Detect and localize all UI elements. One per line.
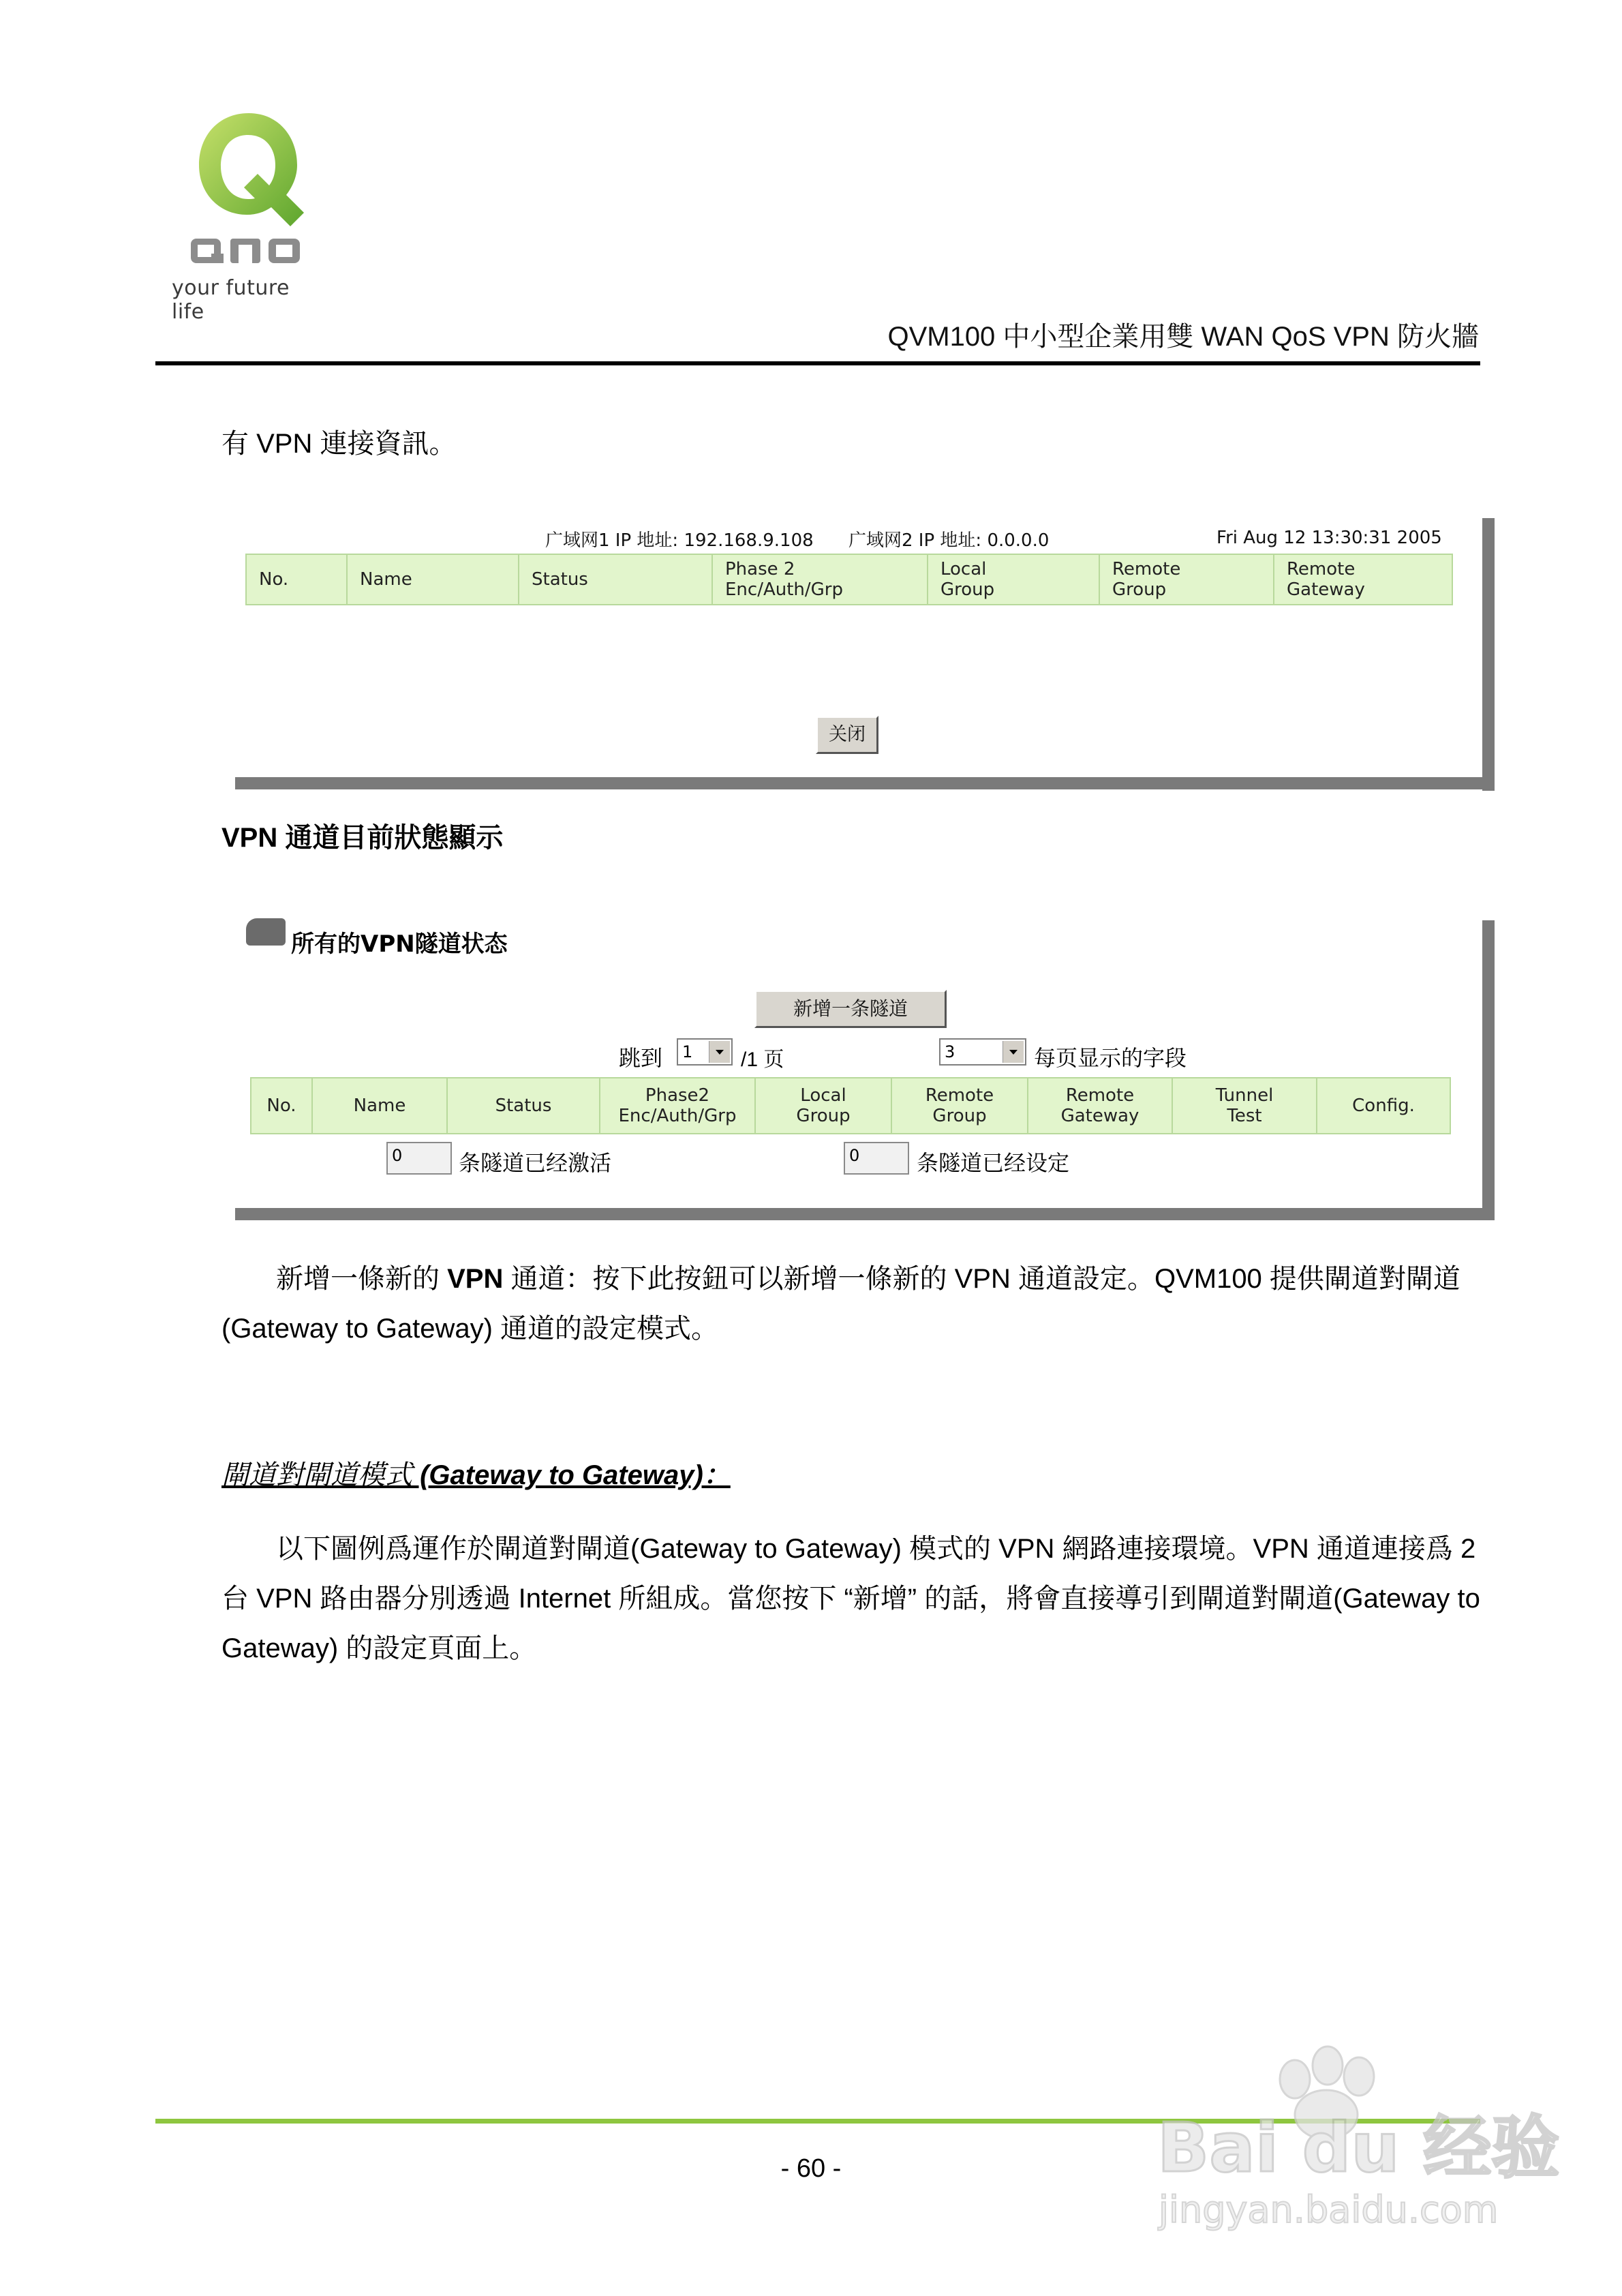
col-phase2: Phase2 Enc/Auth/Grp: [600, 1078, 755, 1134]
watermark-brand: Bai du 经验: [1157, 2108, 1560, 2188]
header-divider: [155, 361, 1480, 365]
col-remote-group: Remote Group: [891, 1078, 1028, 1134]
col-remote-group: Remote Group: [1099, 554, 1274, 605]
configured-count-label: 条隧道已经设定: [917, 1151, 1070, 1175]
baidu-watermark: [1152, 2038, 1560, 2243]
vpn-status-panel: [235, 910, 1495, 1210]
add-tunnel-text: 按下此按鈕可以新增一條新的 VPN 通道設定。QVM100 提供閘道對閘道: [592, 1264, 1460, 1294]
active-count-field: 0: [386, 1142, 452, 1175]
col-local-group: Local Group: [928, 554, 1099, 605]
panel-title: 所有的VPN隧道状态: [291, 931, 508, 958]
col-no: No.: [251, 1078, 312, 1134]
col-tunnel-test: Tunnel Test: [1172, 1078, 1317, 1134]
col-local-group: Local Group: [755, 1078, 891, 1134]
logo-tagline: your future life: [172, 276, 290, 324]
col-status: Status: [519, 554, 712, 605]
vpn-summary-table: [245, 554, 1453, 605]
page-select[interactable]: 1: [677, 1038, 733, 1066]
configured-count-field: 0: [844, 1142, 909, 1175]
per-page-label: 每页显示的字段: [1034, 1046, 1187, 1070]
col-status: Status: [447, 1078, 600, 1134]
table-header-row: [246, 554, 1452, 605]
panel-tab-icon: [246, 918, 286, 946]
add-tunnel-term: 新增一條新的: [276, 1264, 440, 1294]
gateway-description-line2: 台 VPN 路由器分別透過 Internet 所組成。當您按下 “新增” 的話，將會直接導引到閘道對閘道(Gateway to: [221, 1584, 1480, 1614]
intro-line: 有 VPN 連接資訊。: [221, 429, 457, 459]
vpn-summary-window: [235, 518, 1495, 794]
per-page-select[interactable]: 3: [939, 1038, 1026, 1066]
jump-label: 跳到: [619, 1046, 663, 1070]
chevron-down-icon: [709, 1041, 730, 1063]
vpn-term: VPN: [440, 1264, 511, 1294]
qno-logo: [172, 109, 328, 324]
document-title: QVM100 中小型企業用雙 WAN QoS VPN 防火牆: [887, 322, 1479, 352]
wan1-ip: 广域网1 IP 地址: 192.168.9.108: [545, 530, 814, 551]
caption-vpn-status: VPN 通道目前狀態顯示: [221, 823, 504, 853]
col-remote-gateway: Remote Gateway: [1274, 554, 1452, 605]
gateway-description-line1: 以下圖例爲運作於閘道對閘道(Gateway to Gateway) 模式的 VPN 網路連接環境。VPN 通道連接爲 2: [276, 1534, 1476, 1564]
close-button[interactable]: 关闭: [816, 716, 878, 754]
col-name: Name: [347, 554, 519, 605]
watermark-url: jingyan.baidu.com: [1159, 2188, 1499, 2231]
vpn-status-table: [250, 1077, 1451, 1134]
section-heading-en: (Gateway to Gateway)：: [412, 1460, 731, 1490]
add-tunnel-button[interactable]: 新增一条隧道: [754, 990, 947, 1028]
section-heading-cn: 閘道對閘道模式: [221, 1460, 412, 1490]
add-tunnel-colon: 通道：: [510, 1264, 593, 1294]
col-config: Config.: [1317, 1078, 1450, 1134]
col-phase2: Phase 2 Enc/Auth/Grp: [712, 554, 928, 605]
col-name: Name: [312, 1078, 447, 1134]
window-shadow-right: [1482, 518, 1495, 791]
page-number: - 60 -: [780, 2154, 842, 2183]
current-datetime: Fri Aug 12 13:30:31 2005: [1216, 528, 1442, 548]
qno-logo-mark: [191, 109, 307, 276]
active-count-label: 条隧道已经激活: [459, 1151, 612, 1175]
table-header-row: [251, 1078, 1450, 1134]
wan2-ip: 广域网2 IP 地址: 0.0.0.0: [848, 530, 1050, 551]
col-no: No.: [246, 554, 347, 605]
panel-shadow-right: [1482, 920, 1495, 1220]
window-shadow-bottom: [235, 777, 1495, 789]
page-total: /1 页: [741, 1048, 784, 1071]
col-remote-gateway: Remote Gateway: [1028, 1078, 1172, 1134]
panel-shadow-bottom: [235, 1208, 1495, 1220]
section-heading: [221, 1451, 731, 1500]
add-tunnel-description-line1: [276, 1254, 1460, 1303]
add-tunnel-description-line2: (Gateway to Gateway) 通道的設定模式。: [221, 1314, 719, 1344]
gateway-description-line3: Gateway) 的設定頁面上。: [221, 1633, 537, 1663]
chevron-down-icon: [1003, 1041, 1024, 1063]
